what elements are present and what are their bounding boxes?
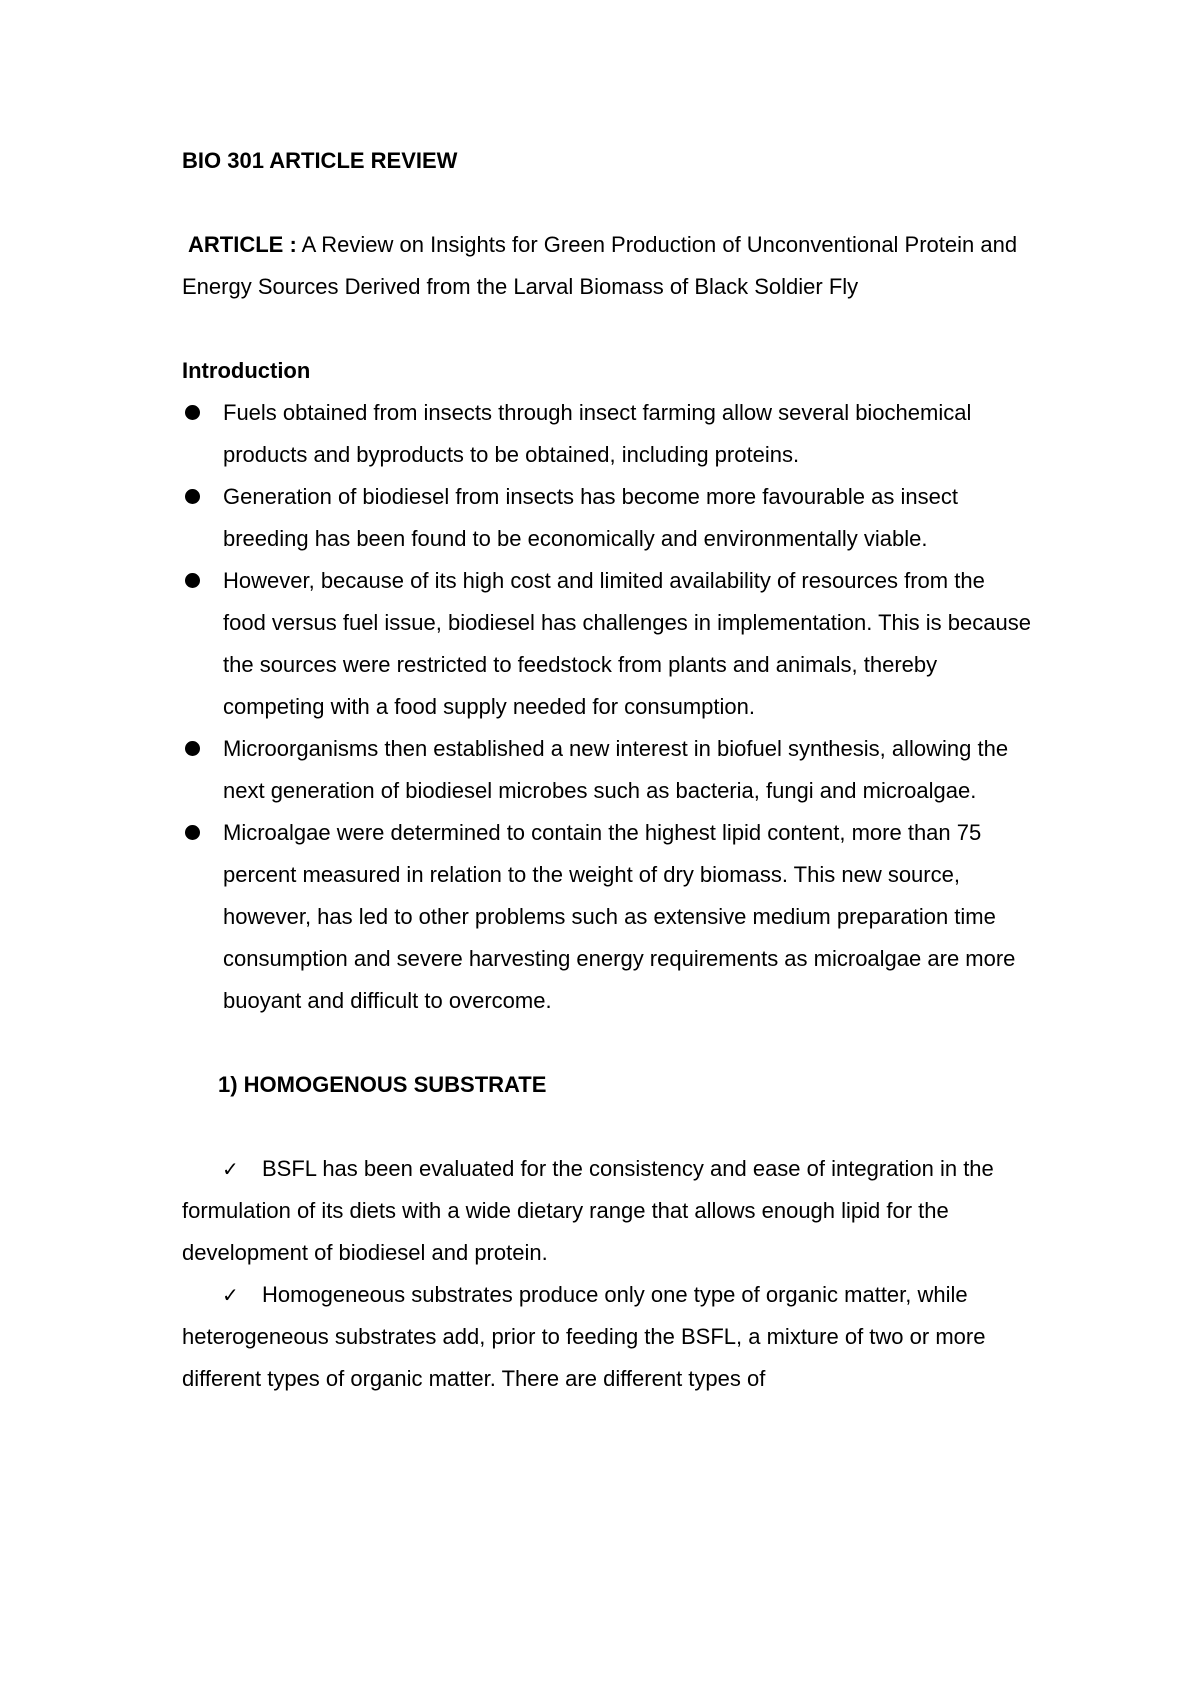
- bullet-text: Microorganisms then established a new interest in biofuel synthesis, allowing the next generation of biodiesel microbes such as bacteria, fungi and microalgae.: [223, 736, 1009, 803]
- document-title: BIO 301 ARTICLE REVIEW: [182, 148, 458, 173]
- bullet-icon: [185, 405, 200, 420]
- document-body: [182, 140, 1032, 1400]
- bullet-icon: [185, 573, 200, 588]
- spacer: [182, 308, 1032, 350]
- article-reference: [182, 224, 1032, 308]
- list-item: [182, 812, 1032, 1022]
- list-item: [182, 728, 1032, 812]
- homogenous-substrate-heading: 1) HOMOGENOUS SUBSTRATE: [218, 1072, 547, 1097]
- checklist-item: [182, 1148, 1032, 1274]
- checklist-item: [182, 1274, 1032, 1400]
- article-label: ARTICLE :: [188, 232, 297, 257]
- article-title: A Review on Insights for Green Production of Unconventional Protein and Energy Sources Derived from the Larval Biomass of Black Soldier Fly: [182, 232, 1018, 299]
- spacer: [182, 1022, 1032, 1064]
- bullet-text: Generation of biodiesel from insects has become more favourable as insect breeding has been found to be economically and environmentally viable.: [223, 484, 958, 551]
- bullet-text: Fuels obtained from insects through insect farming allow several biochemical products and byproducts to be obtained, including proteins.: [223, 400, 972, 467]
- bullet-icon: [185, 825, 200, 840]
- checklist-text: BSFL has been evaluated for the consistency and ease of integration in the formulation of its diets with a wide dietary range that allows enough lipid for the development of biodiesel and protein.: [182, 1156, 994, 1265]
- bullet-text: Microalgae were determined to contain the highest lipid content, more than 75 percent measured in relation to the weight of dry biomass. This new source, however, has led to other problems such as extensive medium preparation time consumption and severe harvesting energy requirements as microalgae are more buoyant and difficult to overcome.: [223, 820, 1016, 1013]
- introduction-heading: Introduction: [182, 358, 311, 383]
- checkmark-icon: ✓: [222, 1283, 239, 1307]
- checkmark-icon: ✓: [222, 1157, 239, 1181]
- spacer: [182, 1106, 1032, 1148]
- spacer: [182, 182, 1032, 224]
- list-item: [182, 392, 1032, 476]
- bullet-icon: [185, 489, 200, 504]
- list-item: [182, 560, 1032, 728]
- checklist-text: Homogeneous substrates produce only one type of organic matter, while heterogeneous substrates add, prior to feeding the BSFL, a mixture of two or more different types of organic matter. There are different types of: [182, 1282, 986, 1391]
- list-item: [182, 476, 1032, 560]
- bullet-text: However, because of its high cost and limited availability of resources from the food versus fuel issue, biodiesel has challenges in implementation. This is because the sources were restricted to feedstock from plants and animals, thereby competing with a food supply needed for consumption.: [223, 568, 1031, 719]
- bullet-icon: [185, 741, 200, 756]
- introduction-bullet-list: [182, 392, 1032, 1022]
